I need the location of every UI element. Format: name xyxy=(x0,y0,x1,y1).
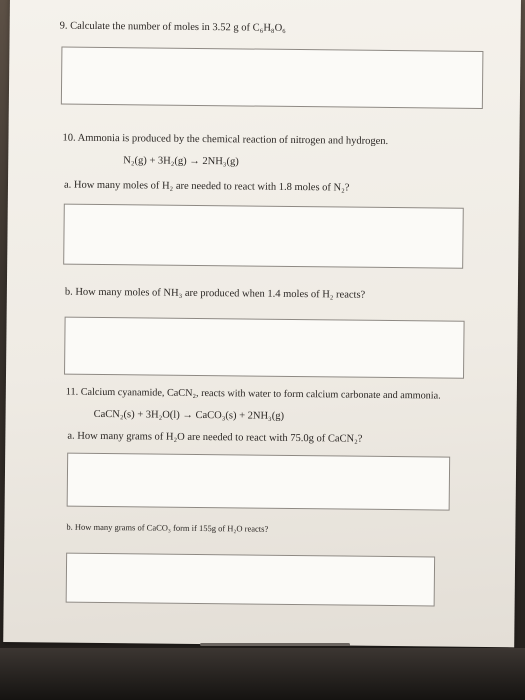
question-11b-text: b. How many grams of CaCO₃ form if 155g of H₂O reacts? xyxy=(66,521,269,534)
answer-box-q11b[interactable] xyxy=(66,553,436,607)
answer-box-q11a[interactable] xyxy=(67,453,451,511)
answer-box-q9[interactable] xyxy=(61,47,484,109)
question-10b-text: b. How many moles of NH₃ are produced when 1.4 moles of H₂ reacts? xyxy=(64,286,366,301)
answer-box-q10a[interactable] xyxy=(63,204,464,269)
question-11-text: 11. Calcium cyanamide, CaCN₂, reacts with water to form calcium carbonate and ammonia. xyxy=(65,386,441,402)
question-11-equation: CaCN₂(s) + 3H₂O(l) → CaCO₃(s) + 2NH₃(g) xyxy=(93,408,285,422)
question-10a-text: a. How many moles of H₂ are needed to react with 1.8 moles of N₂? xyxy=(63,179,350,194)
answer-box-q10b[interactable] xyxy=(64,317,465,379)
question-11a-text: a. How many grams of H₂O are needed to react with 75.0g of CaCN₂? xyxy=(67,430,363,445)
question-10-equation: N₂(g) + 3H₂(g) → 2NH₃(g) xyxy=(123,155,239,168)
page-edge-highlight xyxy=(200,643,350,646)
worksheet-page xyxy=(3,0,521,647)
question-9-text: 9. Calculate the number of moles in 3.52 g of C₆H₈O₆ xyxy=(59,20,286,34)
question-10-text: 10. Ammonia is produced by the chemical reaction of nitrogen and hydrogen. xyxy=(62,132,389,147)
device-bezel xyxy=(0,648,525,700)
